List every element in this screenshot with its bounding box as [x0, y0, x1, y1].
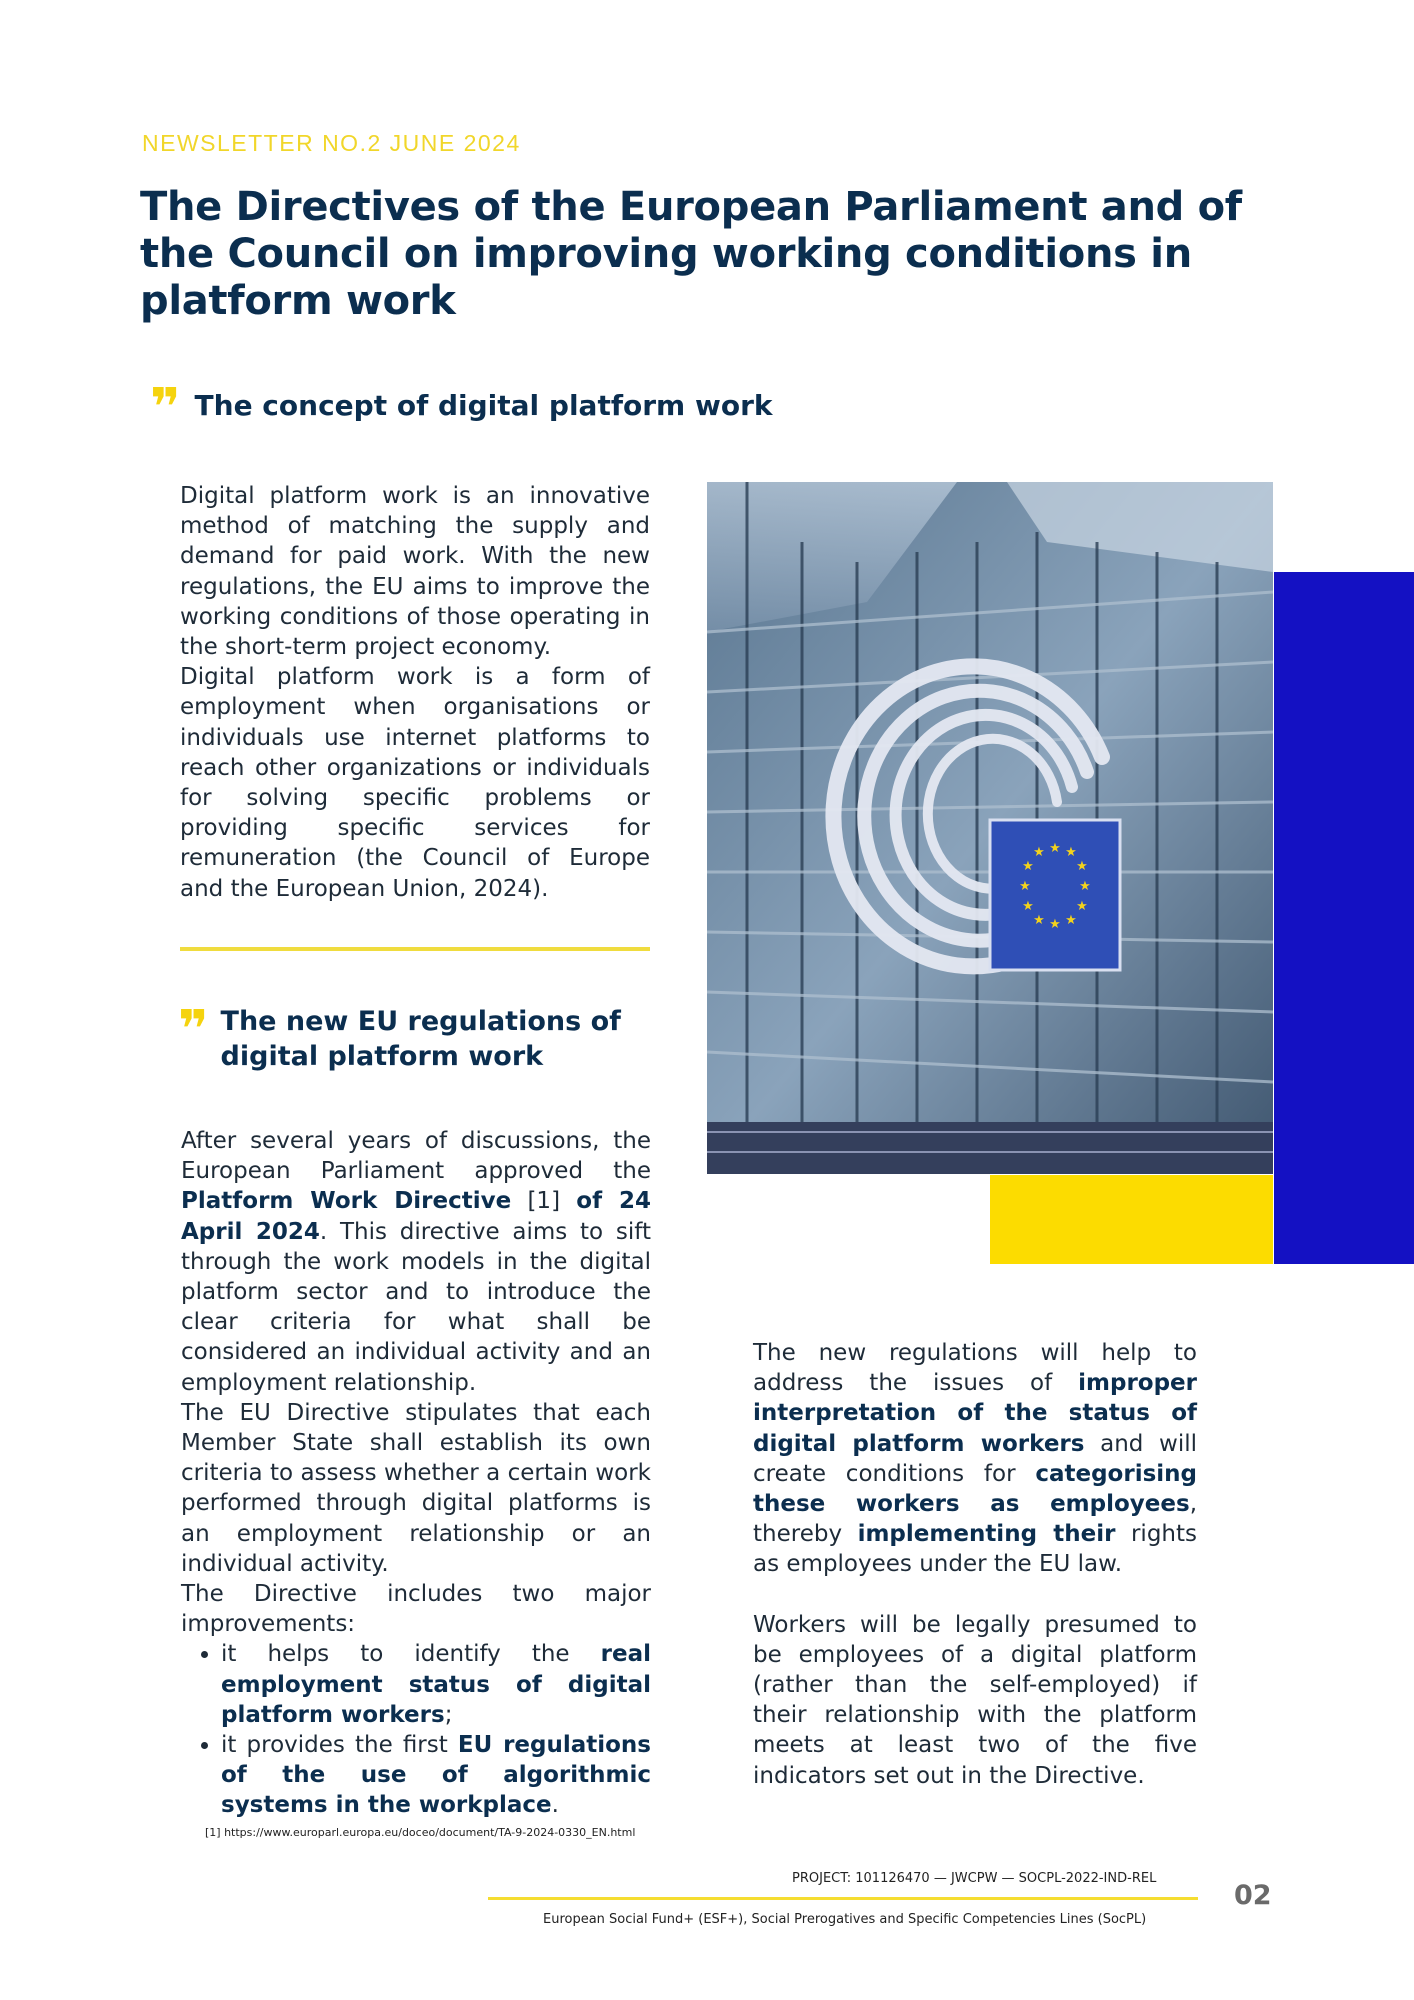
svg-text:★: ★: [1033, 845, 1045, 860]
heading-line-1: The new EU regulations of: [220, 1006, 621, 1037]
svg-text:★: ★: [1065, 913, 1077, 928]
footer-divider: [488, 1897, 1198, 1900]
bold-run: implementing their: [857, 1521, 1116, 1548]
newsletter-label: NEWSLETTER NO.2 JUNE 2024: [142, 130, 521, 156]
text-run: , thereby: [753, 1491, 1197, 1548]
svg-text:★: ★: [1033, 913, 1045, 928]
right-paragraph-2: Workers will be legally presumed to be employees of a digital platform (rather than the self-employed) if their relationship with the platform meets at least two of the five indicators set out in the Directive.: [753, 1611, 1197, 1789]
bold-run: categorising these workers as employees: [753, 1460, 1197, 1518]
right-text-block: [753, 1338, 1197, 1791]
svg-text:★: ★: [1079, 879, 1091, 894]
bold-run: real employment status of digital platform workers: [221, 1641, 651, 1728]
text-run: .: [551, 1792, 559, 1819]
section-divider: [180, 947, 650, 951]
section-heading-concept: [150, 379, 773, 437]
bold-run: improper interpretation of the status of digital platform workers: [753, 1370, 1197, 1457]
svg-text:★: ★: [1076, 859, 1088, 874]
text-run: it helps to identify the: [221, 1641, 601, 1668]
regulations-text-block: [181, 1126, 651, 1821]
bold-run: EU regulations of the use of algorithmic systems in the workplace: [221, 1732, 651, 1819]
section-heading-text: [221, 1004, 621, 1074]
section-heading-text: The concept of digital platform work: [194, 389, 773, 422]
directive-date: of 24 April 2024: [181, 1188, 651, 1245]
footer-project-id: PROJECT: 101126470 — JWCPW — SOCPL-2022-IND-REL: [792, 1871, 1157, 1886]
svg-text:★: ★: [1049, 841, 1061, 856]
right-paragraph-1: [753, 1338, 1197, 1580]
decorative-blue-block: [1274, 572, 1414, 1264]
svg-text:★: ★: [1019, 879, 1031, 894]
svg-text:★: ★: [1022, 859, 1034, 874]
regulations-paragraph-3: The Directive includes two major improvements:: [181, 1581, 651, 1638]
svg-text:★: ★: [1065, 845, 1077, 860]
regulations-paragraph-1: [181, 1126, 651, 1398]
list-item: [221, 1730, 651, 1821]
svg-text:★: ★: [1022, 899, 1034, 914]
page-title: The Directives of the European Parliament and of the Council on improving working conditions in platform work: [140, 184, 1242, 324]
svg-text:★: ★: [1049, 917, 1061, 932]
text-run: . This directive aims to sift through the work models in the digital platform sector and to introduce the clear criteria for what shall be considered an individual activity and an employment relationship.: [181, 1218, 651, 1396]
footnote-ref: [1]: [511, 1188, 577, 1215]
section-heading-regulations: [178, 1001, 621, 1074]
page-number: 02: [1234, 1880, 1272, 1911]
text-run: rights as employees under the EU law.: [753, 1521, 1197, 1578]
text-run: The new regulations will help to address the issues of: [753, 1340, 1197, 1397]
directive-name: Platform Work Directive: [181, 1188, 512, 1215]
parliament-building-illustration: [707, 482, 1273, 1174]
concept-paragraph-2: Digital platform work is a form of employment when organisations or individuals use internet platforms to reach other organizations or individuals for solving specific problems or providing specific services for remuneration (the Council of Europe and the European Union, 2024).: [180, 664, 650, 902]
list-item: [221, 1639, 651, 1730]
eu-parliament-photo: [707, 482, 1273, 1174]
text-run: After several years of discussions, the European Parliament approved the: [181, 1128, 651, 1185]
concept-paragraph-1: Digital platform work is an innovative method of matching the supply and demand for paid work. With the new regulations, the EU aims to improve the working conditions of those operating in the short-term project economy.: [180, 483, 650, 661]
decorative-yellow-block: [990, 1175, 1273, 1264]
concept-text-block: [180, 481, 650, 904]
text-run: and will create conditions for: [753, 1430, 1198, 1487]
text-run: ;: [444, 1701, 453, 1728]
heading-line-2: digital platform work: [220, 1041, 544, 1072]
text-run: it provides the first: [221, 1732, 458, 1759]
improvements-list: [181, 1639, 651, 1820]
footnote: [1] https://www.europarl.europa.eu/doceo/document/TA-9-2024-0330_EN.html: [205, 1826, 636, 1839]
svg-text:★: ★: [1076, 899, 1088, 914]
quote-icon: ❞: [150, 379, 181, 437]
regulations-paragraph-2: The EU Directive stipulates that each Member State shall establish its own criteria to assess whether a certain work performed through digital platforms is an employment relationship or an individual activity.: [181, 1399, 651, 1577]
footer-funding: European Social Fund+ (ESF+), Social Prerogatives and Specific Competencies Lines (SocPL): [543, 1912, 1147, 1927]
quote-icon: ❞: [178, 1001, 209, 1059]
